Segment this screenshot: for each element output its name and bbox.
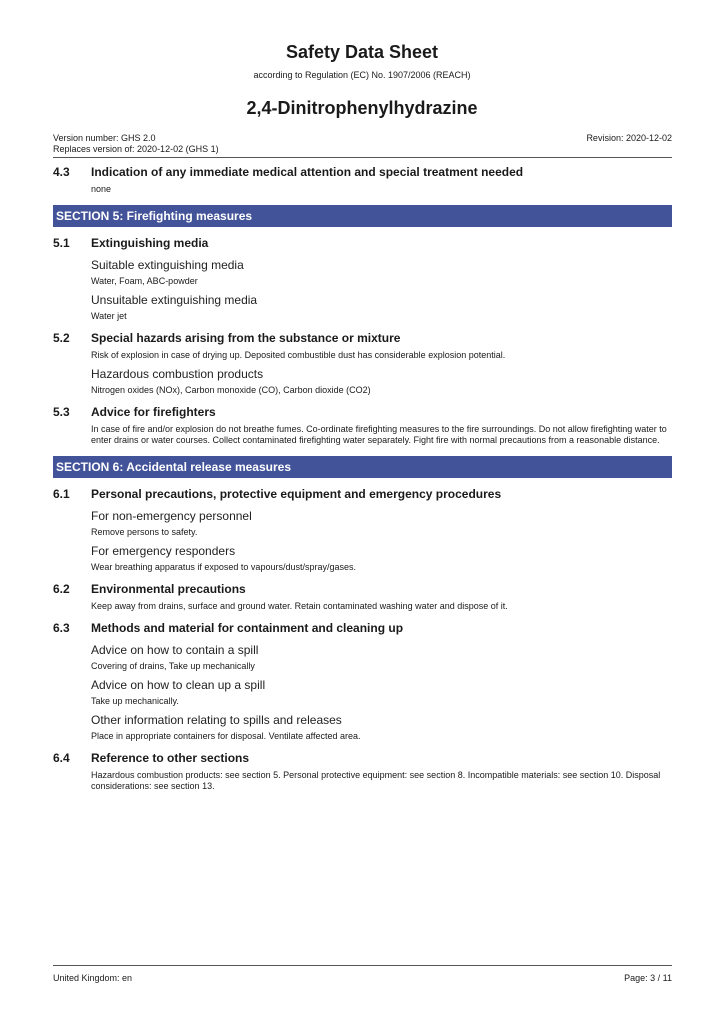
product-name: 2,4-Dinitrophenylhydrazine — [246, 98, 478, 118]
subsection-number: 5.3 — [53, 405, 70, 419]
subsection-number: 5.2 — [53, 331, 70, 345]
regulation-subtitle: according to Regulation (EC) No. 1907/2006 (REACH) — [253, 70, 471, 80]
field-text: Covering of drains, Take up mechanically — [91, 661, 255, 671]
document-title: Safety Data Sheet — [285, 42, 439, 62]
subsection-4-3 — [53, 164, 672, 195]
section-6-header: SECTION 6: Accidental release measures — [53, 456, 672, 478]
subsection-6-4 — [53, 750, 672, 792]
field-text: In case of fire and/or explosion do not breathe fumes. Co-ordinate firefighting measures to the fire surroundings. Do not allow firefighting water to enter drains or water courses. Collect contaminated firefighting water separately. Fight fire with normal precautions from a reasonable distance. — [91, 424, 667, 445]
subsection-5-2 — [53, 330, 672, 396]
section-5-header: SECTION 5: Firefighting measures — [53, 205, 672, 227]
replaces-version: Replaces version of: 2020-12-02 (GHS 1) — [53, 144, 219, 154]
field-label: For emergency responders — [91, 544, 236, 558]
field-text: Water jet — [91, 311, 127, 321]
footer-locale: United Kingdom: en — [53, 973, 133, 983]
subsection-number: 6.3 — [53, 621, 70, 635]
subsection-title: Special hazards arising from the substance or mixture — [91, 331, 401, 345]
subsection-5-3 — [53, 404, 672, 446]
subsection-title: Extinguishing media — [91, 236, 209, 250]
field-text: Remove persons to safety. — [91, 527, 198, 537]
subsection-text: none — [91, 184, 112, 194]
field-label: Hazardous combustion products — [91, 367, 264, 381]
header-divider — [53, 157, 672, 158]
field-label: Suitable extinguishing media — [91, 258, 244, 272]
revision-date: Revision: 2020-12-02 — [586, 133, 672, 143]
subsection-title: Reference to other sections — [91, 751, 250, 765]
field-label: Other information relating to spills and releases — [91, 713, 342, 727]
footer-divider — [53, 965, 672, 966]
field-text: Wear breathing apparatus if exposed to vapours/dust/spray/gases. — [91, 562, 356, 572]
field-text: Take up mechanically. — [91, 696, 179, 706]
field-label: Advice on how to contain a spill — [91, 643, 259, 657]
subsection-number: 6.2 — [53, 582, 70, 596]
subsection-title: Advice for firefighters — [91, 405, 216, 419]
field-text: Hazardous combustion products: see section 5. Personal protective equipment: see section 8. Incompatible materials: see section 10. Disposal considerations: see section 13. — [91, 770, 661, 791]
document-content — [53, 164, 672, 792]
field-label: For non-emergency personnel — [91, 509, 252, 523]
subsection-title: Indication of any immediate medical attention and special treatment needed — [91, 165, 524, 179]
subsection-title: Environmental precautions — [91, 582, 246, 596]
field-label: Unsuitable extinguishing media — [91, 293, 258, 307]
subsection-number: 6.1 — [53, 487, 70, 501]
subsection-5-1 — [53, 235, 672, 322]
subsection-number: 4.3 — [53, 165, 70, 179]
version-number: Version number: GHS 2.0 — [53, 133, 156, 143]
field-text: Water, Foam, ABC-powder — [91, 276, 198, 286]
subsection-6-1 — [53, 486, 672, 573]
version-info — [53, 133, 219, 155]
field-text: Nitrogen oxides (NOx), Carbon monoxide (CO), Carbon dioxide (CO2) — [91, 385, 371, 395]
subsection-number: 6.4 — [53, 751, 70, 765]
subsection-6-3 — [53, 620, 672, 742]
field-text: Keep away from drains, surface and ground water. Retain contaminated washing water and dispose of it. — [91, 601, 508, 611]
field-text: Place in appropriate containers for disposal. Ventilate affected area. — [91, 731, 361, 741]
field-label: Advice on how to clean up a spill — [91, 678, 266, 692]
page-number: Page: 3 / 11 — [624, 973, 672, 983]
subsection-number: 5.1 — [53, 236, 70, 250]
subsection-title: Methods and material for containment and cleaning up — [91, 621, 404, 635]
field-text: Risk of explosion in case of drying up. Deposited combustible dust has considerable explosion potential. — [91, 350, 506, 360]
subsection-6-2 — [53, 581, 672, 612]
subsection-title: Personal precautions, protective equipment and emergency procedures — [91, 487, 502, 501]
